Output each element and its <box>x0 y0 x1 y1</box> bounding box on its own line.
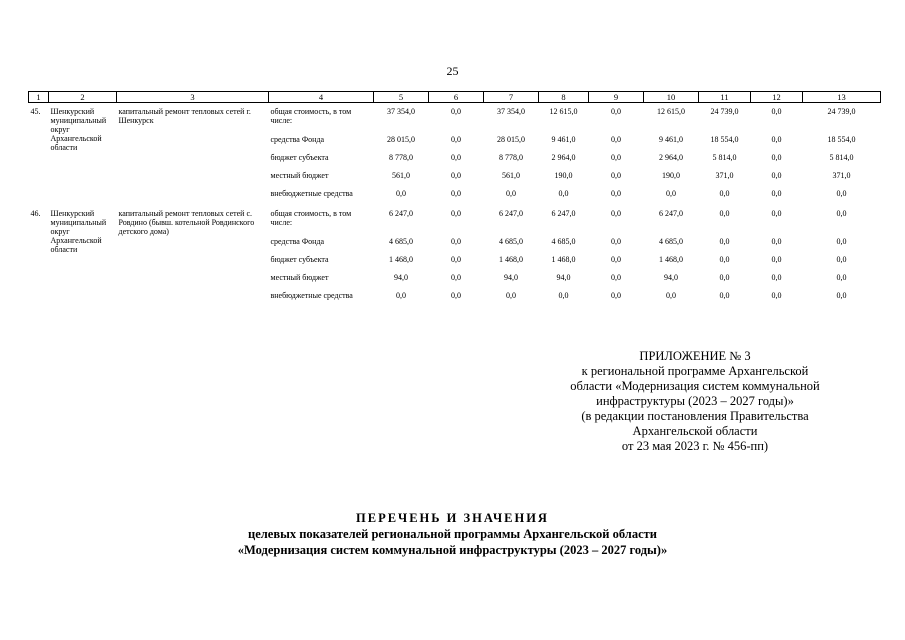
funding-table <box>28 91 881 307</box>
amount-cell: 0,0 <box>558 189 569 198</box>
amount-cell: 5 814,0 <box>829 153 854 162</box>
amount-cell: 2 964,0 <box>551 153 576 162</box>
appendix-title: ПРИЛОЖЕНИЕ № 3 <box>639 349 751 363</box>
amount-cell: 0,0 <box>451 273 461 282</box>
amount-cell: 0,0 <box>451 135 461 144</box>
amount-cell: 0,0 <box>611 171 621 180</box>
appendix-line: Архангельской области <box>632 424 758 438</box>
column-number: 5 <box>374 92 429 103</box>
funding-category: средства Фонда <box>270 135 325 144</box>
column-number: 2 <box>49 92 117 103</box>
page-number: 25 <box>446 64 459 78</box>
amount-cell: 9 461,0 <box>659 135 683 144</box>
amount-cell: 2 964,0 <box>659 153 683 162</box>
amount-cell: 28 015,0 <box>387 135 415 144</box>
amount-cell: 190,0 <box>662 171 680 180</box>
funding-category: внебюджетные средства <box>270 189 353 198</box>
amount-cell: 0,0 <box>666 291 676 300</box>
column-number: 6 <box>429 92 484 103</box>
appendix-line: области «Модернизация систем коммунальной <box>570 379 820 393</box>
amount-cell: 37 354,0 <box>387 107 415 116</box>
amount-cell: 6 247,0 <box>659 209 683 218</box>
column-number: 1 <box>29 92 49 103</box>
row-index: 45. <box>30 107 41 116</box>
amount-cell: 4 685,0 <box>389 237 413 246</box>
column-number-row <box>29 92 881 103</box>
amount-cell: 12 615,0 <box>657 107 685 116</box>
amount-cell: 0,0 <box>836 189 847 198</box>
row-event: капитальный ремонт тепловых сетей с. Ровдино (бывш. котельной Ровдинского детского дома) <box>118 209 255 236</box>
amount-cell: 0,0 <box>836 209 847 218</box>
row-index: 46. <box>30 209 41 218</box>
funding-category: бюджет субъекта <box>270 255 329 264</box>
amount-cell: 0,0 <box>611 135 621 144</box>
column-number: 9 <box>589 92 644 103</box>
amount-cell: 12 615,0 <box>549 107 578 116</box>
column-number: 3 <box>117 92 269 103</box>
table-body <box>29 103 881 308</box>
funding-category: средства Фонда <box>270 237 325 246</box>
amount-cell: 4 685,0 <box>659 237 683 246</box>
amount-cell: 6 247,0 <box>499 209 523 218</box>
amount-cell: 0,0 <box>451 189 461 198</box>
amount-cell: 0,0 <box>771 135 782 144</box>
amount-cell: 0,0 <box>719 209 730 218</box>
amount-cell: 94,0 <box>394 273 408 282</box>
amount-cell: 0,0 <box>719 189 730 198</box>
amount-cell: 0,0 <box>771 255 782 264</box>
amount-cell: 0,0 <box>771 237 782 246</box>
appendix-line: (в редакции постановления Правительства <box>581 409 809 423</box>
amount-cell: 0,0 <box>451 209 461 218</box>
row-event: капитальный ремонт тепловых сетей г. Шенкурск <box>118 107 251 125</box>
amount-cell: 37 354,0 <box>497 107 525 116</box>
amount-cell: 0,0 <box>611 189 621 198</box>
funding-category: внебюджетные средства <box>270 291 353 300</box>
column-number: 12 <box>751 92 803 103</box>
appendix-line: к региональной программе Архангельской <box>581 364 809 378</box>
row-municipality: Шенкурский муниципальный округ Архангельской области <box>50 107 107 152</box>
amount-cell: 0,0 <box>719 291 730 300</box>
table-row <box>29 103 881 134</box>
amount-cell: 5 814,0 <box>712 153 737 162</box>
amount-cell: 9 461,0 <box>551 135 576 144</box>
amount-cell: 6 247,0 <box>551 209 576 218</box>
amount-cell: 561,0 <box>502 171 520 180</box>
amount-cell: 0,0 <box>771 273 782 282</box>
amount-cell: 0,0 <box>836 273 847 282</box>
amount-cell: 28 015,0 <box>497 135 525 144</box>
appendix-line: инфраструктуры (2023 – 2027 годы)» <box>596 394 794 408</box>
amount-cell: 6 247,0 <box>389 209 413 218</box>
amount-cell: 1 468,0 <box>499 255 523 264</box>
column-number: 4 <box>269 92 374 103</box>
column-number: 8 <box>539 92 589 103</box>
column-number: 10 <box>644 92 699 103</box>
funding-category: местный бюджет <box>270 171 329 180</box>
funding-category: общая стоимость, в том числе: <box>270 107 352 125</box>
funding-category: бюджет субъекта <box>270 153 329 162</box>
amount-cell: 0,0 <box>451 255 461 264</box>
appendix-line: от 23 мая 2023 г. № 456-пп) <box>621 439 769 453</box>
funding-category: общая стоимость, в том числе: <box>270 209 352 227</box>
amount-cell: 0,0 <box>771 291 782 300</box>
amount-cell: 94,0 <box>556 273 571 282</box>
table-row <box>29 205 881 235</box>
amount-cell: 0,0 <box>771 209 782 218</box>
amount-cell: 18 554,0 <box>827 135 856 144</box>
amount-cell: 0,0 <box>771 153 782 162</box>
amount-cell: 18 554,0 <box>710 135 739 144</box>
heading-title: ПЕРЕЧЕНЬ И ЗНАЧЕНИЯ <box>356 511 549 525</box>
amount-cell: 4 685,0 <box>499 237 523 246</box>
amount-cell: 4 685,0 <box>551 237 576 246</box>
amount-cell: 0,0 <box>451 237 461 246</box>
amount-cell: 1 468,0 <box>659 255 683 264</box>
amount-cell: 1 468,0 <box>551 255 576 264</box>
amount-cell: 0,0 <box>771 189 782 198</box>
amount-cell: 0,0 <box>836 255 847 264</box>
amount-cell: 24 739,0 <box>827 107 856 116</box>
amount-cell: 0,0 <box>558 291 569 300</box>
amount-cell: 0,0 <box>771 107 782 116</box>
document-heading <box>0 510 905 558</box>
amount-cell: 0,0 <box>506 189 516 198</box>
amount-cell: 0,0 <box>836 291 847 300</box>
amount-cell: 0,0 <box>836 237 847 246</box>
amount-cell: 0,0 <box>771 171 782 180</box>
amount-cell: 8 778,0 <box>499 153 523 162</box>
heading-subtitle: целевых показателей региональной программы Архангельской области <box>248 527 657 541</box>
amount-cell: 0,0 <box>611 107 621 116</box>
amount-cell: 371,0 <box>832 171 851 180</box>
amount-cell: 561,0 <box>392 171 410 180</box>
amount-cell: 0,0 <box>611 237 621 246</box>
amount-cell: 0,0 <box>396 291 406 300</box>
amount-cell: 0,0 <box>611 255 621 264</box>
amount-cell: 0,0 <box>451 153 461 162</box>
amount-cell: 0,0 <box>451 291 461 300</box>
amount-cell: 8 778,0 <box>389 153 413 162</box>
amount-cell: 0,0 <box>611 209 621 218</box>
appendix-block <box>540 349 850 454</box>
column-number: 13 <box>803 92 881 103</box>
amount-cell: 0,0 <box>611 273 621 282</box>
amount-cell: 0,0 <box>719 237 730 246</box>
amount-cell: 0,0 <box>506 291 516 300</box>
amount-cell: 0,0 <box>719 273 730 282</box>
amount-cell: 0,0 <box>666 189 676 198</box>
amount-cell: 94,0 <box>504 273 518 282</box>
amount-cell: 94,0 <box>664 273 678 282</box>
funding-category: местный бюджет <box>270 273 329 282</box>
heading-program-name: «Модернизация систем коммунальной инфраструктуры (2023 – 2027 годы)» <box>237 543 668 557</box>
amount-cell: 1 468,0 <box>389 255 413 264</box>
amount-cell: 0,0 <box>451 171 461 180</box>
amount-cell: 0,0 <box>451 107 461 116</box>
column-number: 7 <box>484 92 539 103</box>
amount-cell: 24 739,0 <box>710 107 739 116</box>
amount-cell: 371,0 <box>715 171 734 180</box>
amount-cell: 0,0 <box>719 255 730 264</box>
column-number: 11 <box>699 92 751 103</box>
amount-cell: 0,0 <box>611 291 621 300</box>
row-municipality: Шенкурский муниципальный округ Архангельской области <box>50 209 107 254</box>
amount-cell: 0,0 <box>396 189 406 198</box>
amount-cell: 0,0 <box>611 153 621 162</box>
amount-cell: 190,0 <box>554 171 573 180</box>
